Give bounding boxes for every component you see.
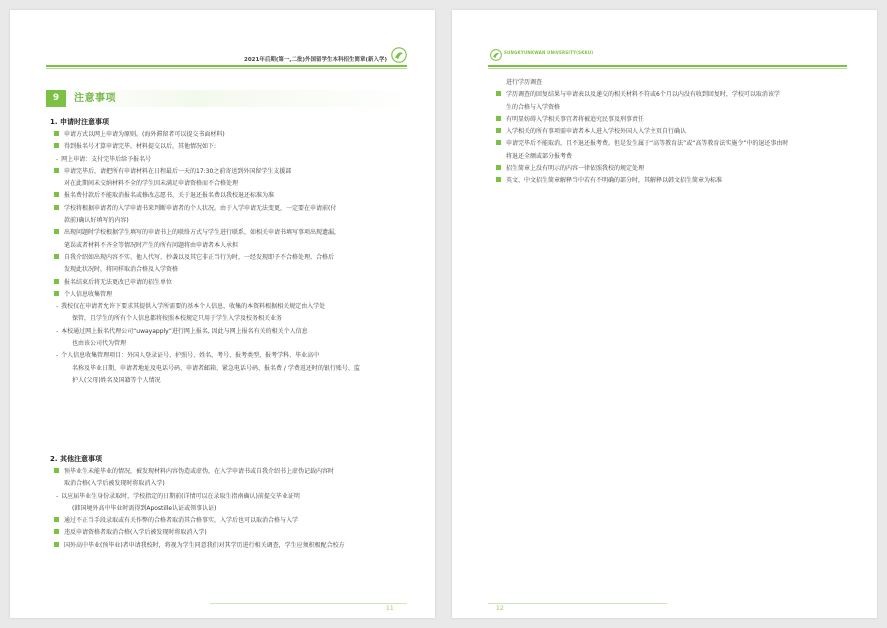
bullet-item (50, 252, 420, 264)
dash-marker: - (56, 492, 59, 500)
section-number: 9 (46, 90, 66, 107)
header-rule (46, 65, 407, 67)
continuation-line (50, 478, 420, 490)
bullet-item (50, 540, 420, 552)
item-text: 也由该公司代为管理 (72, 340, 127, 348)
page-left (10, 10, 435, 618)
square-bullet-icon (54, 517, 59, 522)
bullet-item (50, 227, 420, 239)
item-text: 学历调查的回复结果与申请表以及递交的相关材料不符或6个月以内没有收到回复时，学校可以取消该学 (506, 91, 780, 99)
header-rule-thin (46, 68, 407, 69)
bullet-item (492, 89, 862, 101)
item-text: 自我介绍如出现内容不实、他人代写、抄袭以及其它非正当行为时，一经发现即予不合格处理。合格后 (64, 253, 335, 261)
header-rule (488, 65, 847, 67)
square-bullet-icon (54, 291, 59, 296)
subsection-1 (50, 116, 420, 387)
square-bullet-icon (54, 468, 59, 473)
bullet-item (50, 129, 420, 141)
header-title: 2021年后期(第一,二批)外国留学生本科招生简章(新入学) (244, 57, 387, 63)
item-text: 申请完毕后，请把所有申请材料在日程最后一天的17:30之前寄送到外国留学生支援部 (64, 167, 292, 175)
item-text: 取消合格(入学后被发现时将取消入学) (64, 480, 165, 488)
item-text: 英文、中文招生简章解释当中若有不明确的部分时，其解释以韩文招生简章为标准 (506, 177, 723, 185)
continuation-line (492, 151, 862, 163)
bullet-item (50, 166, 420, 178)
item-text: 违反申请资格者取消合格(入学后被发现时将取消入学) (64, 529, 207, 537)
subsection-2-list (50, 466, 420, 552)
item-text: 预毕业生未能毕业的情况，被发现材料内容伪造或虚伪，在入学申请书或自我介绍书上虚伪记载内容时 (64, 468, 335, 475)
item-text: 招生简章上没有明示的内容一律依照我校的规定处理 (506, 165, 645, 173)
item-text: 保管，且学生的所有个人信息都将按照本校规定只用于学生入学及校务相关业务 (72, 315, 283, 323)
square-bullet-icon (496, 116, 501, 121)
item-text: 有明显妨碍入学相关事宜者将被追究民事及刑事责任 (506, 115, 645, 123)
footer-rule (488, 603, 667, 604)
item-text: 笔误或者材料不齐全等情况时产生的所有问题将由申请者本人承担 (64, 241, 239, 249)
bullet-item (492, 163, 862, 175)
square-bullet-icon (54, 131, 59, 136)
square-bullet-icon (54, 529, 59, 534)
square-bullet-icon (54, 542, 59, 547)
item-text: 以应届毕业生身份录取时，学校指定的日期前(详情可以在录取生指南确认)前提交毕业证明 (61, 492, 300, 500)
bullet-item (492, 175, 862, 187)
item-text: 将退还全额或部分报考费 (506, 152, 573, 160)
bullet-item (492, 114, 862, 126)
continuation-line (492, 102, 862, 114)
dash-marker: - (56, 352, 59, 360)
footer-rule (210, 603, 407, 604)
continuation-line (50, 178, 420, 190)
continuation-line (50, 240, 420, 252)
dash-item (50, 301, 420, 313)
item-text: 报名结束后将无法更改已申请的招生单位 (64, 278, 173, 286)
continuation-line (50, 313, 420, 325)
item-text: 对在此期间未交纳材料不全的学生因未满足申请资格而不合格处理 (64, 180, 239, 188)
bullet-item (50, 466, 420, 478)
dash-marker: - (56, 155, 59, 163)
bullet-item (50, 190, 420, 202)
item-text: 通过不正当手段录取或有关作弊的合格者取消其合格事实，入学后也可以取消合格与入学 (64, 517, 299, 525)
item-text: 申请方式以网上申请为原则。(海外滞留者可以提交书面材料) (64, 131, 225, 138)
bullet-item (50, 203, 420, 215)
item-text: 本校通过网上报名代理公司“uwayapply”进行网上报名, 因此与网上报名有关的相关个人信息 (61, 327, 308, 335)
item-text: (韩国境外高中毕业时需得到Apostille认证或领事认证) (72, 504, 217, 512)
continuation-line (50, 215, 420, 227)
subsection-1-heading: 1. 申请时注意事项 (50, 118, 109, 126)
subsection-2 (50, 453, 420, 552)
item-text: 得到报名号才算申请完毕，材料提交以后，其他情况如下: (64, 143, 217, 151)
bullet-item (50, 515, 420, 527)
section-title: 注意事项 (74, 93, 116, 104)
square-bullet-icon (54, 254, 59, 259)
subsection-1-list (50, 129, 420, 387)
item-text: 学校将根据申请者的入学申请书来判断申请者的个人状况。由于入学申请无法变更，一定要在申请前(付 (64, 204, 337, 212)
header-rule-thin (488, 68, 847, 69)
continuation-line (492, 77, 862, 89)
item-text: 国外高中毕业(预毕业)者申请我校时，将视为学生同意我们对其学历进行相关调查，学生应须积极配合校方 (64, 541, 345, 549)
square-bullet-icon (54, 229, 59, 234)
item-text: 入学相关的所有事项需申请者本人进入学校外国人入学主页自行确认 (506, 128, 687, 136)
page-number: 11 (386, 605, 394, 612)
dash-item (50, 326, 420, 338)
page-number: 12 (496, 605, 504, 612)
bullet-item (492, 126, 862, 138)
university-logo-icon (391, 47, 407, 63)
square-bullet-icon (496, 128, 501, 133)
dash-item (50, 491, 420, 503)
item-text: 护人(父母)姓名及国籍等个人情况 (72, 376, 161, 384)
square-bullet-icon (54, 143, 59, 148)
item-text: 个人信息收集管理 (64, 290, 113, 298)
bullet-item (50, 289, 420, 301)
item-text: 申请完毕后不能取消，且不退还报考费。但是发生属于“高等教育法”或“高等教育法实施令”中的退还事由时 (506, 140, 789, 148)
item-text: 报名费付款后不能取消报名或修改志愿书，关于退还报名费以我校退还标准为准 (64, 192, 275, 200)
dash-item (50, 154, 420, 166)
university-logo-text: SUNGKYUNKWAN UNIVERSITY(SKKU) (504, 50, 594, 55)
continuation-line (50, 264, 420, 276)
dash-marker: - (56, 303, 59, 311)
university-logo-icon (490, 49, 502, 61)
item-text: 个人信息收集管理项目：外国人登录证号、护照号、姓名、考号、报考类型、报考学科、毕业高中 (61, 352, 320, 360)
subsection-2-heading: 2. 其他注意事项 (50, 455, 102, 463)
continued-list-items (492, 77, 862, 188)
continuation-line (50, 375, 420, 387)
item-text: 生的合格与入学资格 (506, 103, 561, 111)
continuation-line (50, 503, 420, 515)
item-text: 款前)确认好填写的内容) (64, 217, 129, 225)
square-bullet-icon (54, 192, 59, 197)
continuation-line (50, 363, 420, 375)
continuation-line (50, 338, 420, 350)
item-text: 名称及毕业日期、申请者地址及电话号码、申请者邮箱、紧急电话号码、报名费 / 学费返还时的银行账号、监 (72, 364, 360, 372)
square-bullet-icon (496, 177, 501, 182)
bullet-item (50, 277, 420, 289)
item-text: 发现此状况时，将同样取消合格及入学资格 (64, 266, 179, 274)
section-banner (46, 90, 416, 107)
item-text: 我校仅在申请者允许下要求其提供入学所需要的基本个人信息，收集的本资料根据相关规定由入学处 (61, 303, 326, 311)
square-bullet-icon (496, 91, 501, 96)
square-bullet-icon (54, 279, 59, 284)
item-text: 进行学历调查 (506, 79, 543, 86)
bullet-item (492, 138, 862, 150)
square-bullet-icon (54, 205, 59, 210)
dash-marker: - (56, 327, 59, 335)
square-bullet-icon (54, 168, 59, 173)
square-bullet-icon (496, 140, 501, 145)
item-text: 出现问题时学校根据学生填写的申请书上的联络方式与学生进行联系，如相关申请书填写事项出现遗漏, (64, 229, 336, 237)
page-right (452, 10, 877, 618)
item-text: 网上申请：支付完毕后给予报名号 (61, 155, 152, 163)
bullet-item (50, 527, 420, 539)
square-bullet-icon (496, 165, 501, 170)
bullet-item (50, 141, 420, 153)
continued-list (492, 77, 862, 188)
dash-item (50, 350, 420, 362)
